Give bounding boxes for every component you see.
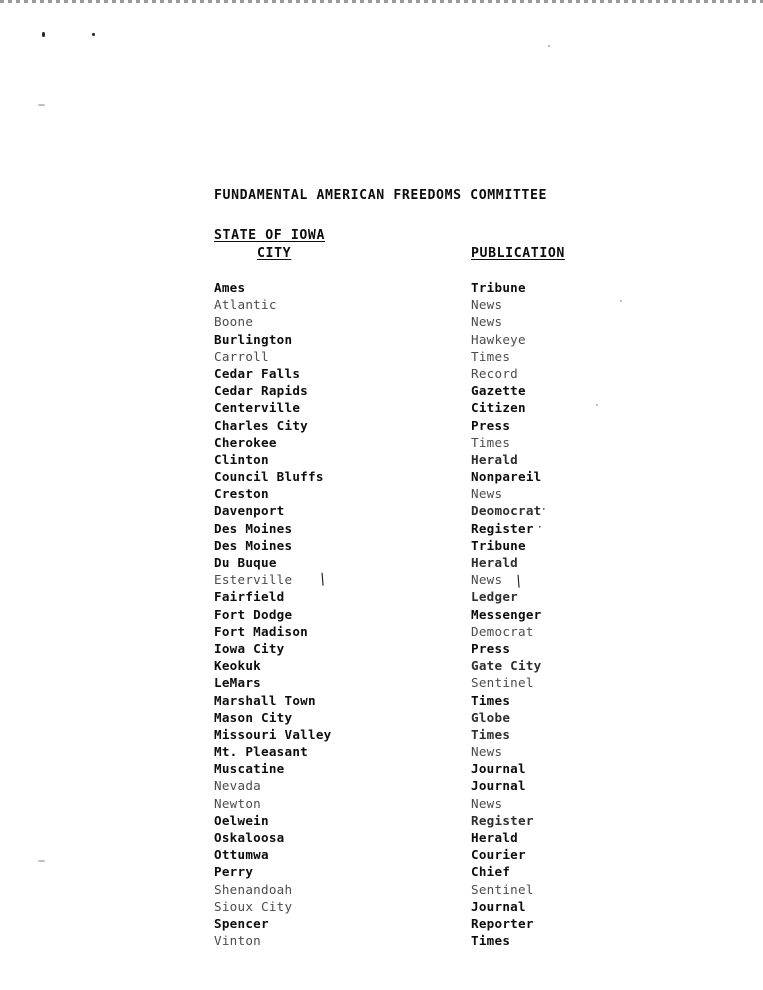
table-row bbox=[0, 830, 763, 847]
city-cell: Keokuk bbox=[214, 658, 261, 674]
publication-cell: Reporter bbox=[471, 915, 534, 931]
table-row bbox=[0, 383, 763, 400]
city-cell: Oskaloosa bbox=[214, 830, 285, 845]
table-row bbox=[0, 569, 763, 591]
pen-slash-mark: / bbox=[316, 569, 329, 589]
table-row bbox=[0, 400, 763, 417]
city-cell: Des Moines bbox=[214, 520, 293, 536]
publication-cell: Gate City bbox=[471, 658, 542, 674]
city-cell: Sioux City bbox=[214, 898, 293, 914]
table-row bbox=[0, 761, 763, 778]
table-row bbox=[0, 297, 763, 314]
table-row bbox=[0, 503, 763, 520]
publication-cell: Journal bbox=[471, 778, 526, 794]
city-cell: Fort Madison bbox=[214, 623, 308, 639]
city-cell: Fort Dodge bbox=[214, 606, 293, 622]
publication-cell: News bbox=[471, 297, 503, 313]
publication-cell: Journal bbox=[471, 898, 526, 914]
publication-cell: Press bbox=[471, 640, 511, 656]
city-cell: Fairfield bbox=[214, 589, 285, 605]
publication-cell: Register bbox=[471, 812, 534, 828]
table-row bbox=[0, 710, 763, 727]
table-row bbox=[0, 452, 763, 469]
city-cell: Nevada bbox=[214, 778, 261, 794]
publication-cell: Register bbox=[471, 520, 534, 536]
table-row bbox=[0, 521, 763, 538]
city-cell: Iowa City bbox=[214, 640, 285, 656]
city-cell: Esterville bbox=[214, 572, 293, 588]
publication-cell: Times bbox=[471, 933, 511, 949]
publication-cell: Nonpareil bbox=[471, 469, 542, 485]
pen-tick-mark: · bbox=[535, 519, 545, 534]
scan-edge-artifact bbox=[0, 0, 763, 3]
table-row bbox=[0, 864, 763, 881]
scan-speck bbox=[38, 104, 45, 106]
publication-cell: Gazette bbox=[471, 383, 526, 399]
publication-cell: Herald bbox=[471, 451, 518, 467]
table-row bbox=[0, 469, 763, 486]
table-row bbox=[0, 366, 763, 383]
table-row bbox=[0, 280, 763, 297]
city-cell: Mason City bbox=[214, 709, 293, 725]
scan-speck bbox=[42, 32, 45, 37]
publication-cell: Sentinel bbox=[471, 881, 534, 897]
publication-cell: News bbox=[471, 314, 503, 330]
city-cell: Charles City bbox=[214, 417, 308, 433]
table-row bbox=[0, 435, 763, 452]
column-header-city: CITY bbox=[257, 246, 292, 261]
table-row bbox=[0, 916, 763, 933]
table-row bbox=[0, 847, 763, 864]
table-row bbox=[0, 744, 763, 761]
city-publication-list bbox=[0, 280, 763, 950]
table-row bbox=[0, 727, 763, 744]
city-cell: Mt. Pleasant bbox=[214, 744, 308, 760]
city-cell: Carroll bbox=[214, 348, 269, 364]
table-row bbox=[0, 933, 763, 950]
publication-cell: Globe bbox=[471, 709, 511, 725]
table-row bbox=[0, 658, 763, 675]
publication-cell: Democrat bbox=[471, 623, 534, 639]
table-row bbox=[0, 899, 763, 916]
publication-cell: Chief bbox=[471, 864, 511, 880]
table-row bbox=[0, 778, 763, 795]
pen-slash-mark: / bbox=[512, 571, 525, 591]
city-cell: Missouri Valley bbox=[214, 726, 332, 742]
table-row bbox=[0, 693, 763, 710]
table-row bbox=[0, 314, 763, 331]
city-cell: Cherokee bbox=[214, 434, 277, 450]
table-row bbox=[0, 418, 763, 435]
pen-tick-mark: · bbox=[539, 502, 549, 517]
table-row bbox=[0, 555, 763, 572]
city-cell: Ames bbox=[214, 280, 246, 295]
city-cell: LeMars bbox=[214, 675, 261, 691]
city-cell: Des Moines bbox=[214, 537, 293, 553]
publication-cell: Journal bbox=[471, 761, 526, 777]
publication-cell: News bbox=[471, 744, 503, 760]
city-cell: Oelwein bbox=[214, 812, 269, 828]
city-cell: Muscatine bbox=[214, 761, 285, 777]
publication-cell: Times bbox=[471, 692, 511, 708]
table-row bbox=[0, 675, 763, 692]
publication-cell: Times bbox=[471, 434, 511, 450]
city-cell: Creston bbox=[214, 486, 269, 502]
city-cell: Spencer bbox=[214, 915, 269, 931]
city-cell: Davenport bbox=[214, 503, 285, 519]
city-cell: Perry bbox=[214, 864, 254, 880]
scan-speck bbox=[548, 45, 550, 47]
table-row bbox=[0, 349, 763, 366]
publication-cell: News bbox=[471, 795, 503, 811]
publication-cell: Sentinel bbox=[471, 675, 534, 691]
table-row bbox=[0, 882, 763, 899]
table-row bbox=[0, 538, 763, 555]
city-cell: Newton bbox=[214, 795, 261, 811]
publication-cell: Times bbox=[471, 726, 511, 742]
column-header-publication: PUBLICATION bbox=[471, 246, 565, 261]
city-cell: Shenandoah bbox=[214, 881, 293, 897]
city-cell: Clinton bbox=[214, 451, 269, 467]
table-row bbox=[0, 624, 763, 641]
publication-cell: Deomocrat bbox=[471, 503, 542, 519]
city-cell: Centerville bbox=[214, 400, 301, 416]
publication-cell: News bbox=[471, 486, 503, 502]
city-cell: Vinton bbox=[214, 933, 261, 949]
publication-cell: Record bbox=[471, 365, 518, 381]
state-heading: STATE OF IOWA bbox=[214, 228, 326, 243]
city-cell: Burlington bbox=[214, 331, 293, 347]
document-title: FUNDAMENTAL AMERICAN FREEDOMS COMMITTEE bbox=[214, 188, 548, 203]
table-row bbox=[0, 796, 763, 813]
scan-speck bbox=[92, 33, 95, 36]
publication-cell: Citizen bbox=[471, 400, 526, 416]
publication-cell: Ledger bbox=[471, 589, 518, 605]
city-cell: Du Buque bbox=[214, 555, 277, 570]
table-row bbox=[0, 486, 763, 503]
publication-cell: Press bbox=[471, 417, 511, 433]
publication-cell: News bbox=[471, 572, 503, 588]
city-cell: Marshall Town bbox=[214, 692, 316, 708]
publication-cell: Hawkeye bbox=[471, 331, 526, 347]
city-cell: Boone bbox=[214, 314, 254, 330]
table-row bbox=[0, 589, 763, 606]
publication-cell: Tribune bbox=[471, 280, 526, 295]
publication-cell: Courier bbox=[471, 847, 526, 863]
city-cell: Council Bluffs bbox=[214, 469, 324, 485]
publication-cell: Times bbox=[471, 348, 511, 364]
table-row bbox=[0, 641, 763, 658]
city-cell: Cedar Falls bbox=[214, 365, 301, 381]
table-row bbox=[0, 607, 763, 624]
city-cell: Cedar Rapids bbox=[214, 383, 308, 399]
table-row bbox=[0, 813, 763, 830]
publication-cell: Herald bbox=[471, 830, 518, 845]
city-cell: Ottumwa bbox=[214, 847, 269, 863]
city-cell: Atlantic bbox=[214, 297, 277, 313]
table-row bbox=[0, 332, 763, 349]
publication-cell: Herald bbox=[471, 555, 518, 570]
publication-cell: Messenger bbox=[471, 606, 542, 622]
publication-cell: Tribune bbox=[471, 537, 526, 553]
